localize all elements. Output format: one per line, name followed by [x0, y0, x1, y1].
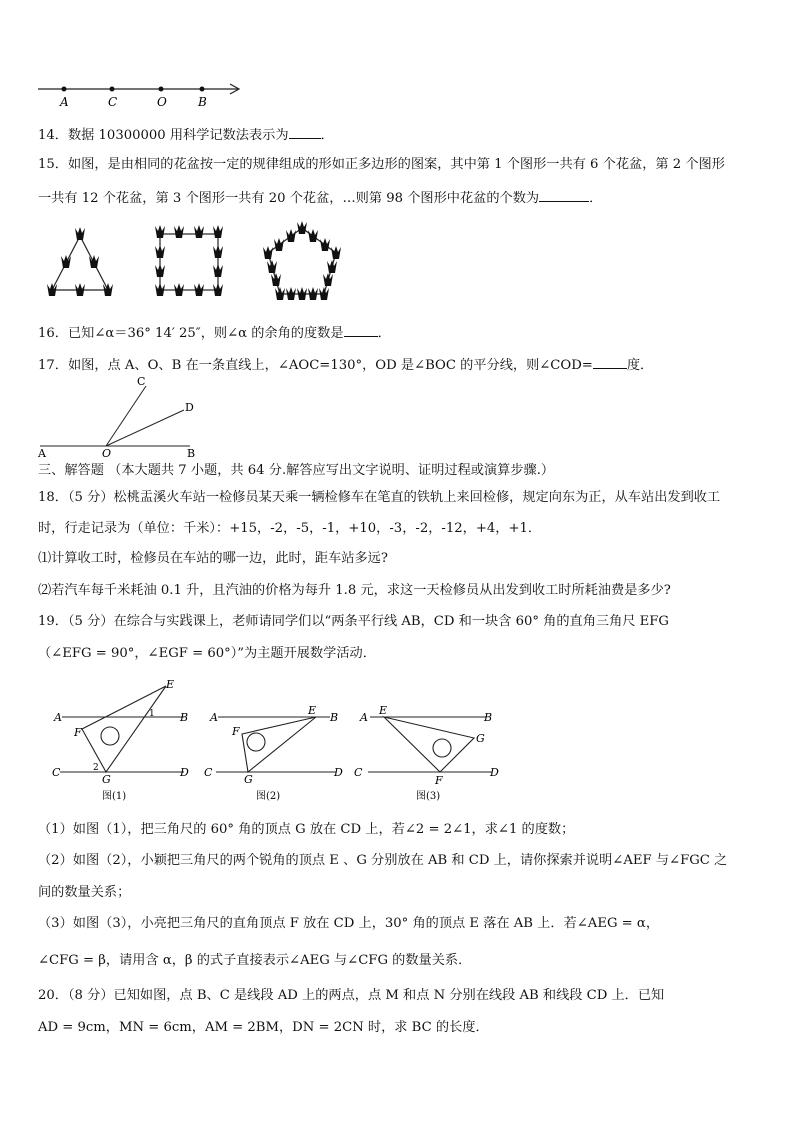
svg-text:1: 1	[149, 709, 155, 719]
svg-text:B: B	[484, 711, 493, 724]
svg-text:D: D	[490, 766, 499, 779]
svg-text:E: E	[379, 704, 388, 717]
q17-label-o: O	[102, 447, 112, 458]
svg-text:2: 2	[93, 763, 99, 773]
q19-part3-line2: ∠CFG = β，请用含 α，β 的式子直接表示∠AEG 与∠CFG 的数量关系．	[38, 953, 472, 968]
q19-fig3-caption: 图(3)	[416, 791, 441, 802]
q16-tail: ．	[377, 326, 391, 341]
svg-text:D: D	[334, 766, 343, 779]
svg-text:G: G	[244, 773, 253, 786]
q17-tail: 度．	[626, 358, 654, 373]
figure-pentagon	[263, 221, 341, 300]
q19-fig1-caption: 图(1)	[102, 791, 127, 802]
svg-text:E: E	[166, 678, 175, 691]
point-b	[200, 87, 205, 92]
question-16	[38, 324, 391, 342]
svg-text:B: B	[180, 711, 189, 724]
label-a: A	[60, 95, 69, 109]
q19-figure-1	[52, 678, 189, 802]
q15-line2: 一共有 12 个花盆，第 3 个图形一共有 20 个花盆，…则第 98 个图形中花盆的个数为	[38, 191, 540, 206]
svg-text:C: C	[354, 766, 363, 779]
q14-answer-blank[interactable]	[289, 126, 321, 139]
label-b: B	[198, 95, 207, 109]
q19-part1: （1）如图（1），把三角尺的 60° 角的顶点 G 放在 CD 上，若∠2 = 2∠1，求∠1 的度数；	[38, 822, 575, 837]
section-3-title: 三、解答题 （本大题共 7 小题，共 64 分.解答应写出文字说明、证明过程或演算步骤.）	[38, 463, 555, 478]
q17-answer-blank[interactable]	[593, 356, 627, 369]
q19-fig2-caption: 图(2)	[256, 791, 281, 802]
svg-text:A: A	[360, 711, 368, 724]
q17-angle-figure	[34, 374, 204, 458]
flower-pot-figures	[40, 218, 360, 310]
q19-part3-line1: （3）如图（3），小亮把三角尺的直角顶点 F 放在 CD 上，30° 角的顶点 E 落在 AB 上．若∠AEG = α，	[38, 916, 660, 931]
svg-text:D: D	[180, 766, 189, 779]
q18-part2: ⑵若汽车每千米耗油 0.1 升，且汽油的价格为每升 1.8 元，求这一天检修员从出发到收工时所耗油费是多少?	[38, 583, 671, 598]
q17-label-d: D	[185, 401, 194, 414]
svg-text:E: E	[308, 704, 317, 717]
q15-line1: 15．如图，是由相同的花盆按一定的规律组成的形如正多边形的图案，其中第 1 个图形一共有 6 个花盆，第 2 个图形	[38, 157, 725, 172]
q19-part2-line2: 间的数量关系；	[38, 885, 131, 900]
svg-text:C: C	[204, 766, 213, 779]
q18-line1: 18．（5 分）松桃盂溪火车站一检修员某天乘一辆检修车在笔直的铁轨上来回检修，规定向东为正，从车站出发到收工	[38, 490, 721, 505]
svg-text:G: G	[476, 732, 485, 745]
number-line-figure	[34, 80, 249, 110]
q19-line1: 19．（5 分）在综合与实践课上，老师请同学们以“两条平行线 AB，CD 和一块含 60° 角的直角三角尺 EFG	[38, 614, 669, 629]
q20-line2: AD = 9cm，MN = 6cm，AM = 2BM，DN = 2CN 时，求 BC 的长度．	[38, 1020, 489, 1035]
q15-tail: ．	[589, 191, 603, 206]
label-o: O	[157, 95, 167, 109]
q19-figure-3	[354, 704, 499, 802]
point-a	[62, 87, 67, 92]
q19-line2: （∠EFG = 90°，∠EGF = 60°）”为主题开展数学活动．	[38, 646, 376, 661]
q16-text: 16．已知∠α＝36° 14′ 25″，则∠α 的余角的度数是	[38, 326, 344, 341]
q19-figures	[46, 676, 506, 806]
svg-text:B: B	[330, 711, 339, 724]
svg-text:C: C	[52, 766, 61, 779]
q17-text: 17．如图，点 A、O、B 在一条直线上，∠AOC=130°，OD 是∠BOC 的平分线，则∠COD=	[38, 358, 593, 373]
q19-part2-line1: （2）如图（2），小颖把三角尺的两个锐角的顶点 E 、G 分别放在 AB 和 CD 上，请你探索并说明∠AEF 与∠FGC 之	[38, 853, 728, 868]
q16-answer-blank[interactable]	[344, 324, 378, 337]
label-c: C	[108, 95, 118, 109]
q17-label-c: C	[137, 375, 146, 388]
question-14	[38, 126, 334, 144]
svg-text:F: F	[435, 774, 443, 787]
figure-triangle	[47, 227, 113, 296]
q18-line2: 时，行走记录为（单位：千米）：+15，-2，-5，-1，+10，-3，-2，-12，+4，+1．	[38, 521, 542, 536]
q15-answer-blank[interactable]	[539, 189, 589, 202]
svg-text:A: A	[54, 711, 62, 724]
q14-tail: ．	[320, 128, 334, 143]
q14-text: 14．数据 10300000 用科学记数法表示为	[38, 128, 289, 143]
q17-label-a: A	[38, 447, 46, 458]
question-15-line2	[38, 189, 602, 207]
q19-figure-2	[204, 704, 343, 802]
q17-label-b: B	[187, 447, 196, 458]
svg-text:A: A	[210, 711, 218, 724]
q18-part1: ⑴计算收工时，检修员在车站的哪一边，此时，距车站多远?	[38, 551, 388, 566]
svg-text:F: F	[232, 725, 240, 738]
svg-text:G: G	[102, 773, 111, 786]
figure-square	[155, 225, 223, 296]
svg-text:F: F	[74, 726, 82, 739]
q20-line1: 20．（8 分）已知如图，点 B、C 是线段 AD 上的两点，点 M 和点 N 分别在线段 AB 和线段 CD 上．已知	[38, 988, 665, 1003]
question-17	[38, 356, 653, 374]
point-c	[110, 87, 115, 92]
point-o	[159, 87, 164, 92]
